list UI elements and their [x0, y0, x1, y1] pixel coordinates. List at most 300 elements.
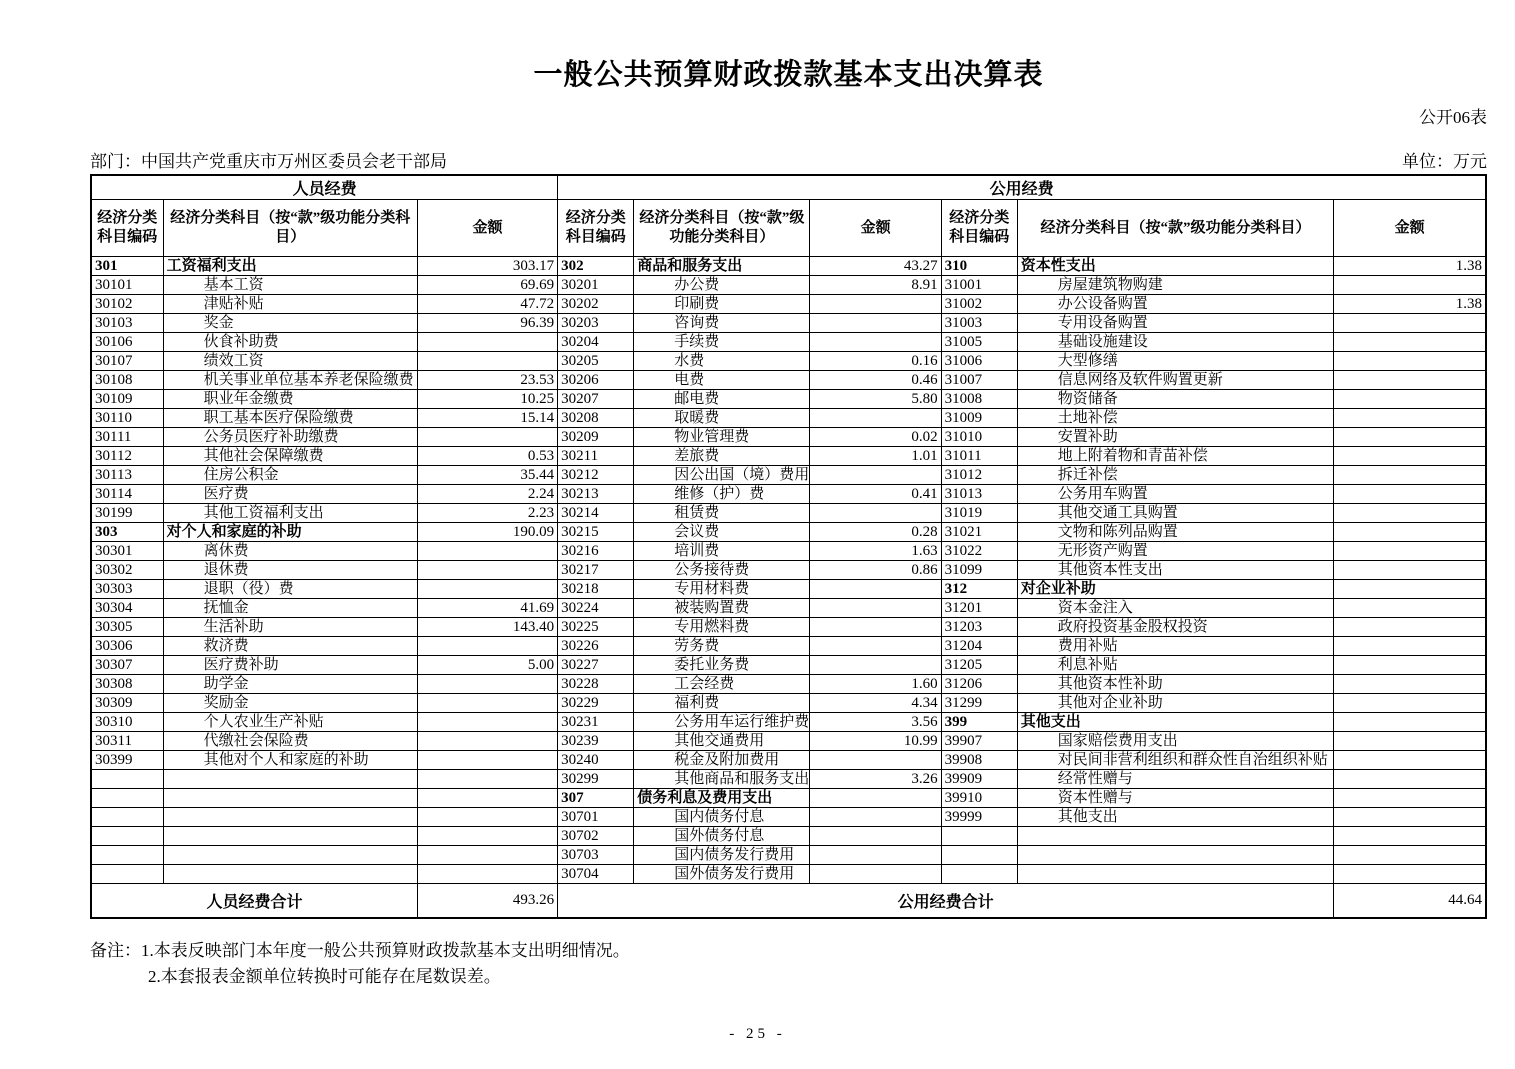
subject-cell — [1017, 827, 1333, 846]
code-cell: 30308 — [91, 675, 163, 694]
code-cell: 30204 — [558, 333, 634, 352]
amount-cell — [417, 675, 557, 694]
code-cell: 302 — [558, 257, 634, 276]
subject-cell: 国外债务付息 — [634, 827, 810, 846]
amount-cell: 10.25 — [417, 390, 557, 409]
amount-cell: 1.01 — [810, 447, 941, 466]
code-cell: 39908 — [941, 751, 1017, 770]
amount-cell: 2.24 — [417, 485, 557, 504]
subject-cell: 其他对个人和家庭的补助 — [163, 751, 417, 770]
page-number: - 25 - — [729, 1026, 786, 1042]
code-cell: 30301 — [91, 542, 163, 561]
subject-cell — [163, 770, 417, 789]
table-row — [91, 333, 1486, 352]
subject-cell: 物资储备 — [1017, 390, 1333, 409]
amount-cell — [810, 637, 941, 656]
code-cell: 30114 — [91, 485, 163, 504]
code-cell: 30218 — [558, 580, 634, 599]
amount-cell — [1334, 409, 1486, 428]
amount-cell: 23.53 — [417, 371, 557, 390]
subject-cell: 专用燃料费 — [634, 618, 810, 637]
code-cell: 30111 — [91, 428, 163, 447]
code-cell: 31299 — [941, 694, 1017, 713]
code-cell: 31205 — [941, 656, 1017, 675]
code-cell: 30299 — [558, 770, 634, 789]
amount-cell — [810, 580, 941, 599]
form-number-label: 公开06表 — [1419, 108, 1487, 127]
code-cell: 301 — [91, 257, 163, 276]
code-cell: 30201 — [558, 276, 634, 295]
subject-cell: 劳务费 — [634, 637, 810, 656]
amount-cell — [1334, 466, 1486, 485]
amount-cell: 0.28 — [810, 523, 941, 542]
personnel-funds-group-header: 人员经费 — [91, 175, 558, 200]
table-row — [91, 618, 1486, 637]
subject-cell: 委托业务费 — [634, 656, 810, 675]
subject-cell: 基础设施建设 — [1017, 333, 1333, 352]
code-cell: 30110 — [91, 409, 163, 428]
amount-cell — [1334, 694, 1486, 713]
code-cell: 31203 — [941, 618, 1017, 637]
amount-cell — [417, 333, 557, 352]
amount-cell: 0.86 — [810, 561, 941, 580]
code-cell: 31013 — [941, 485, 1017, 504]
amount-cell: 1.38 — [1334, 295, 1486, 314]
subject-cell: 其他工资福利支出 — [163, 504, 417, 523]
column-header-row — [91, 200, 1486, 257]
table-row — [91, 295, 1486, 314]
code-cell: 30106 — [91, 333, 163, 352]
subject-cell: 取暖费 — [634, 409, 810, 428]
code-cell — [91, 827, 163, 846]
subject-cell: 商品和服务支出 — [634, 257, 810, 276]
amount-cell — [810, 333, 941, 352]
code-cell: 31021 — [941, 523, 1017, 542]
code-cell — [91, 770, 163, 789]
table-row — [91, 675, 1486, 694]
code-cell: 30240 — [558, 751, 634, 770]
code-cell: 39907 — [941, 732, 1017, 751]
subject-cell: 其他商品和服务支出 — [634, 770, 810, 789]
amount-cell: 15.14 — [417, 409, 557, 428]
amount-cell: 1.60 — [810, 675, 941, 694]
amount-cell: 0.16 — [810, 352, 941, 371]
code-cell: 30103 — [91, 314, 163, 333]
subject-cell — [1017, 865, 1333, 884]
code-cell: 30206 — [558, 371, 634, 390]
subject-cell — [163, 846, 417, 865]
code-cell: 399 — [941, 713, 1017, 732]
amount-cell: 5.00 — [417, 656, 557, 675]
subject-cell: 津贴补贴 — [163, 295, 417, 314]
amount-cell — [1334, 827, 1486, 846]
code-cell: 312 — [941, 580, 1017, 599]
table-row — [91, 694, 1486, 713]
amount-cell — [1334, 276, 1486, 295]
amount-cell — [1334, 390, 1486, 409]
table-row — [91, 637, 1486, 656]
subject-cell: 安置补助 — [1017, 428, 1333, 447]
subject-cell: 对民间非营利组织和群众性自治组织补贴 — [1017, 751, 1333, 770]
amount-cell — [1334, 599, 1486, 618]
subject-cell: 基本工资 — [163, 276, 417, 295]
subject-cell: 医疗费 — [163, 485, 417, 504]
subject-cell: 职业年金缴费 — [163, 390, 417, 409]
code-cell: 30704 — [558, 865, 634, 884]
amount-cell: 0.02 — [810, 428, 941, 447]
code-cell: 31022 — [941, 542, 1017, 561]
subject-cell: 办公设备购置 — [1017, 295, 1333, 314]
table-row — [91, 276, 1486, 295]
amount-cell — [417, 542, 557, 561]
subject-cell: 专用材料费 — [634, 580, 810, 599]
code-cell: 30208 — [558, 409, 634, 428]
code-cell: 39909 — [941, 770, 1017, 789]
amount-cell: 190.09 — [417, 523, 557, 542]
subject-cell: 奖励金 — [163, 694, 417, 713]
amount-cell — [810, 295, 941, 314]
table-row — [91, 808, 1486, 827]
table-row — [91, 713, 1486, 732]
subject-cell: 其他支出 — [1017, 808, 1333, 827]
subject-cell: 培训费 — [634, 542, 810, 561]
table-row — [91, 428, 1486, 447]
subject-cell: 其他交通工具购置 — [1017, 504, 1333, 523]
amount-cell — [417, 352, 557, 371]
subject-cell: 文物和陈列品购置 — [1017, 523, 1333, 542]
column-header-code: 经济分类科目编码 — [558, 200, 634, 257]
code-cell: 31006 — [941, 352, 1017, 371]
table-row — [91, 789, 1486, 808]
amount-cell — [417, 827, 557, 846]
amount-cell — [1334, 751, 1486, 770]
amount-cell — [810, 466, 941, 485]
amount-cell — [1334, 314, 1486, 333]
subject-cell: 其他资本性支出 — [1017, 561, 1333, 580]
column-header-subject: 经济分类科目（按“款”级功能分类科目） — [634, 200, 810, 257]
subject-cell: 救济费 — [163, 637, 417, 656]
amount-cell: 2.23 — [417, 504, 557, 523]
amount-cell — [1334, 504, 1486, 523]
subject-cell: 住房公积金 — [163, 466, 417, 485]
code-cell: 30211 — [558, 447, 634, 466]
amount-cell: 4.34 — [810, 694, 941, 713]
amount-cell: 47.72 — [417, 295, 557, 314]
subject-cell: 资本金注入 — [1017, 599, 1333, 618]
table-row — [91, 865, 1486, 884]
subject-cell: 其他交通费用 — [634, 732, 810, 751]
amount-cell: 69.69 — [417, 276, 557, 295]
subject-cell: 助学金 — [163, 675, 417, 694]
table-row — [91, 732, 1486, 751]
amount-cell — [1334, 675, 1486, 694]
subject-cell: 房屋建筑物购建 — [1017, 276, 1333, 295]
amount-cell: 41.69 — [417, 599, 557, 618]
subject-cell: 国内债务发行费用 — [634, 846, 810, 865]
amount-cell — [810, 789, 941, 808]
subject-cell — [163, 827, 417, 846]
subject-cell: 国外债务发行费用 — [634, 865, 810, 884]
amount-cell — [810, 808, 941, 827]
amount-cell — [810, 504, 941, 523]
subject-cell: 其他支出 — [1017, 713, 1333, 732]
amount-cell — [810, 751, 941, 770]
amount-cell — [1334, 789, 1486, 808]
amount-cell — [417, 789, 557, 808]
code-cell: 30225 — [558, 618, 634, 637]
subject-cell: 物业管理费 — [634, 428, 810, 447]
code-cell: 30310 — [91, 713, 163, 732]
subject-cell: 经常性赠与 — [1017, 770, 1333, 789]
column-header-code: 经济分类科目编码 — [91, 200, 163, 257]
code-cell: 31001 — [941, 276, 1017, 295]
code-cell: 30305 — [91, 618, 163, 637]
code-cell — [941, 865, 1017, 884]
subject-cell: 资本性支出 — [1017, 257, 1333, 276]
table-row — [91, 656, 1486, 675]
amount-cell — [1334, 770, 1486, 789]
column-header-code: 经济分类科目编码 — [941, 200, 1017, 257]
code-cell: 30306 — [91, 637, 163, 656]
code-cell: 30212 — [558, 466, 634, 485]
amount-cell: 0.53 — [417, 447, 557, 466]
subject-cell: 抚恤金 — [163, 599, 417, 618]
subject-cell: 奖金 — [163, 314, 417, 333]
subject-cell — [1017, 846, 1333, 865]
subject-cell: 公务用车运行维护费 — [634, 713, 810, 732]
amount-cell — [1334, 561, 1486, 580]
subject-cell: 地上附着物和青苗补偿 — [1017, 447, 1333, 466]
code-cell: 30311 — [91, 732, 163, 751]
amount-cell — [1334, 713, 1486, 732]
code-cell: 31009 — [941, 409, 1017, 428]
amount-cell: 8.91 — [810, 276, 941, 295]
code-cell: 30113 — [91, 466, 163, 485]
code-cell: 30203 — [558, 314, 634, 333]
amount-cell — [417, 713, 557, 732]
code-cell: 30302 — [91, 561, 163, 580]
table-row — [91, 314, 1486, 333]
subject-cell: 利息补贴 — [1017, 656, 1333, 675]
code-cell: 30399 — [91, 751, 163, 770]
code-cell: 30209 — [558, 428, 634, 447]
code-cell: 31099 — [941, 561, 1017, 580]
amount-cell: 96.39 — [417, 314, 557, 333]
subject-cell: 退休费 — [163, 561, 417, 580]
code-cell: 30231 — [558, 713, 634, 732]
subject-cell: 手续费 — [634, 333, 810, 352]
code-cell: 30701 — [558, 808, 634, 827]
code-cell: 31005 — [941, 333, 1017, 352]
amount-cell — [1334, 580, 1486, 599]
code-cell: 31019 — [941, 504, 1017, 523]
subject-cell: 邮电费 — [634, 390, 810, 409]
amount-cell — [1334, 447, 1486, 466]
amount-cell — [1334, 352, 1486, 371]
subject-cell: 其他社会保障缴费 — [163, 447, 417, 466]
code-cell: 30702 — [558, 827, 634, 846]
amount-cell: 43.27 — [810, 257, 941, 276]
subject-cell: 债务利息及费用支出 — [634, 789, 810, 808]
public-total-label: 公用经费合计 — [558, 884, 1334, 918]
code-cell: 30228 — [558, 675, 634, 694]
subject-cell: 对企业补助 — [1017, 580, 1333, 599]
code-cell: 31012 — [941, 466, 1017, 485]
amount-cell — [1334, 333, 1486, 352]
note-2: 2.本套报表金额单位转换时可能存在尾数误差。 — [148, 967, 501, 986]
column-header-subject: 经济分类科目（按“款”级功能分类科目） — [163, 200, 417, 257]
code-cell: 30304 — [91, 599, 163, 618]
subject-cell: 退职（役）费 — [163, 580, 417, 599]
code-cell: 30309 — [91, 694, 163, 713]
subject-cell — [163, 789, 417, 808]
amount-cell: 303.17 — [417, 257, 557, 276]
code-cell: 31008 — [941, 390, 1017, 409]
page-title: 一般公共预算财政拨款基本支出决算表 — [533, 59, 1044, 91]
code-cell: 30215 — [558, 523, 634, 542]
code-cell: 30213 — [558, 485, 634, 504]
amount-cell — [417, 808, 557, 827]
code-cell: 303 — [91, 523, 163, 542]
table-row — [91, 352, 1486, 371]
amount-cell — [1334, 865, 1486, 884]
amount-cell — [810, 409, 941, 428]
amount-cell — [810, 314, 941, 333]
code-cell — [91, 789, 163, 808]
amount-cell — [417, 770, 557, 789]
subject-cell: 土地补偿 — [1017, 409, 1333, 428]
table-row — [91, 390, 1486, 409]
code-cell: 30109 — [91, 390, 163, 409]
subject-cell: 离休费 — [163, 542, 417, 561]
table-row — [91, 371, 1486, 390]
group-header-row — [91, 175, 1486, 200]
subject-cell: 公务员医疗补助缴费 — [163, 428, 417, 447]
amount-cell — [810, 846, 941, 865]
personnel-total-value: 493.26 — [417, 884, 557, 918]
subject-cell: 咨询费 — [634, 314, 810, 333]
subject-cell: 机关事业单位基本养老保险缴费 — [163, 371, 417, 390]
subject-cell: 无形资产购置 — [1017, 542, 1333, 561]
amount-cell — [417, 580, 557, 599]
code-cell: 39910 — [941, 789, 1017, 808]
code-cell — [941, 846, 1017, 865]
table-row — [91, 504, 1486, 523]
subject-cell: 福利费 — [634, 694, 810, 713]
code-cell — [91, 808, 163, 827]
amount-cell — [417, 846, 557, 865]
personnel-total-label: 人员经费合计 — [91, 884, 417, 918]
column-header-amount: 金额 — [1334, 200, 1486, 257]
code-cell: 31206 — [941, 675, 1017, 694]
subject-cell: 拆迁补偿 — [1017, 466, 1333, 485]
subject-cell — [163, 865, 417, 884]
amount-cell — [417, 694, 557, 713]
table-row — [91, 447, 1486, 466]
code-cell: 30207 — [558, 390, 634, 409]
table-row — [91, 561, 1486, 580]
amount-cell — [1334, 428, 1486, 447]
table-row — [91, 542, 1486, 561]
amount-cell — [810, 827, 941, 846]
subject-cell: 工资福利支出 — [163, 257, 417, 276]
amount-cell — [417, 865, 557, 884]
code-cell: 30108 — [91, 371, 163, 390]
table-row — [91, 599, 1486, 618]
table-row — [91, 580, 1486, 599]
amount-cell — [1334, 618, 1486, 637]
subject-cell: 因公出国（境）费用 — [634, 466, 810, 485]
subject-cell: 国家赔偿费用支出 — [1017, 732, 1333, 751]
code-cell — [91, 865, 163, 884]
code-cell: 30216 — [558, 542, 634, 561]
amount-cell — [810, 618, 941, 637]
table-body — [91, 257, 1486, 884]
subject-cell: 公务接待费 — [634, 561, 810, 580]
table-row — [91, 257, 1486, 276]
column-header-amount: 金额 — [417, 200, 557, 257]
code-cell: 31011 — [941, 447, 1017, 466]
table-row — [91, 466, 1486, 485]
code-cell: 39999 — [941, 808, 1017, 827]
column-header-subject: 经济分类科目（按“款”级功能分类科目） — [1017, 200, 1333, 257]
subject-cell: 工会经费 — [634, 675, 810, 694]
amount-cell — [1334, 485, 1486, 504]
amount-cell — [810, 865, 941, 884]
code-cell: 30227 — [558, 656, 634, 675]
code-cell — [91, 846, 163, 865]
amount-cell — [1334, 732, 1486, 751]
subject-cell: 生活补助 — [163, 618, 417, 637]
code-cell — [941, 827, 1017, 846]
subject-cell: 差旅费 — [634, 447, 810, 466]
subject-cell: 国内债务付息 — [634, 808, 810, 827]
amount-cell: 143.40 — [417, 618, 557, 637]
amount-cell: 1.38 — [1334, 257, 1486, 276]
code-cell: 30703 — [558, 846, 634, 865]
code-cell: 30102 — [91, 295, 163, 314]
column-header-amount: 金额 — [810, 200, 941, 257]
subject-cell: 其他资本性补助 — [1017, 675, 1333, 694]
amount-cell — [417, 561, 557, 580]
subject-cell: 被装购置费 — [634, 599, 810, 618]
table-row — [91, 846, 1486, 865]
amount-cell — [417, 637, 557, 656]
table-row — [91, 485, 1486, 504]
amount-cell: 0.41 — [810, 485, 941, 504]
code-cell: 30199 — [91, 504, 163, 523]
unit-label: 单位：万元 — [1402, 152, 1487, 171]
table-row — [91, 409, 1486, 428]
amount-cell — [1334, 637, 1486, 656]
total-row — [91, 884, 1486, 918]
subject-cell: 伙食补助费 — [163, 333, 417, 352]
subject-cell — [163, 808, 417, 827]
amount-cell: 3.56 — [810, 713, 941, 732]
subject-cell: 租赁费 — [634, 504, 810, 523]
subject-cell: 信息网络及软件购置更新 — [1017, 371, 1333, 390]
code-cell: 31002 — [941, 295, 1017, 314]
code-cell: 30112 — [91, 447, 163, 466]
table-row — [91, 523, 1486, 542]
amount-cell: 35.44 — [417, 466, 557, 485]
amount-cell — [810, 656, 941, 675]
department-label: 部门：中国共产党重庆市万州区委员会老干部局 — [90, 152, 447, 171]
table-row — [91, 751, 1486, 770]
code-cell: 30101 — [91, 276, 163, 295]
amount-cell — [417, 751, 557, 770]
subject-cell: 专用设备购置 — [1017, 314, 1333, 333]
